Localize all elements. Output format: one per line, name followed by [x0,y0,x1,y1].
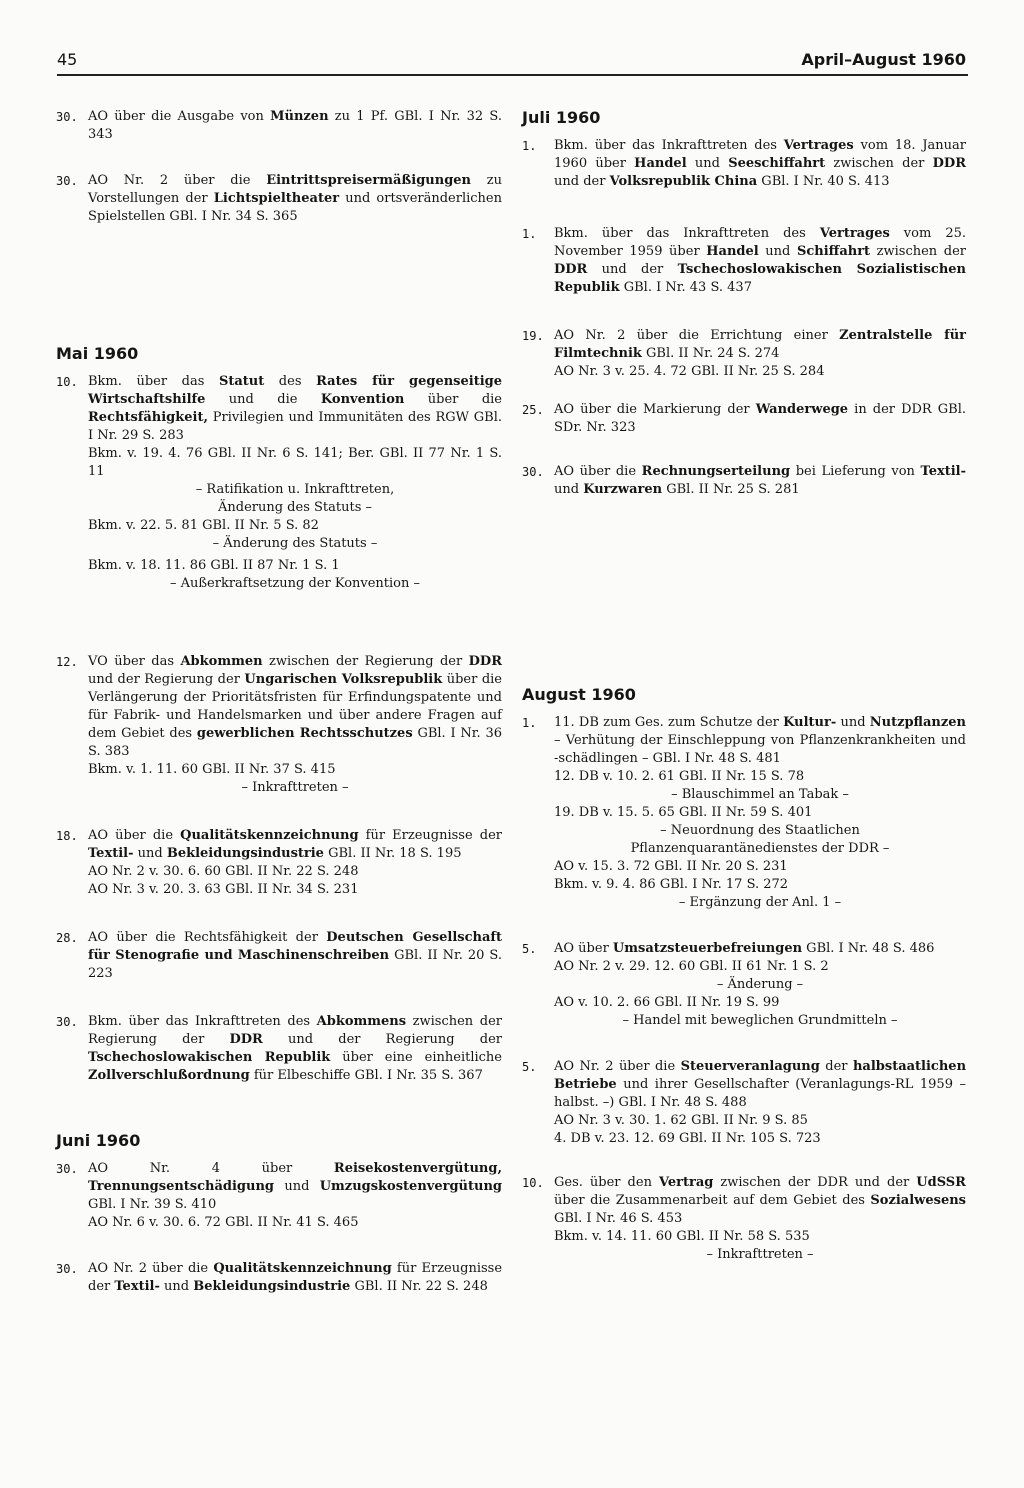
entry-text: GBl. I Nr. 40 S. 413 [757,174,890,189]
entry-keyword: DDR [468,654,502,669]
left-column [54,108,502,1296]
entry-text: zwischen der Regierung der [88,1014,502,1047]
entry-text: VO über das [88,654,181,669]
entry-text: und [686,156,729,171]
entry-keyword: UdSSR [916,1175,966,1190]
entry-text: GBl. II Nr. 20 S. 223 [88,948,502,981]
entry-keyword: Textil- [114,1279,160,1294]
entry-keyword: Tschechoslowakischen Sozialistischen Republik [554,262,966,295]
month-heading-juni: Juni 1960 [56,1131,141,1150]
header-date-range: April–August 1960 [801,50,966,69]
entry-keyword: Kultur- [783,715,837,730]
entry-day: 1. [522,139,537,153]
amendment-line: Bkm. v. 19. 4. 76 GBl. II Nr. 6 S. 141; Ber. GBl. II 77 Nr. 1 S. 11 [88,446,502,479]
entry-text: GBl. I Nr. 46 S. 453 [554,1211,683,1226]
entry-keyword: Statut [218,374,265,389]
entry-text: GBl. II Nr. 25 S. 281 [662,482,800,497]
entry-keyword: Umsatzsteuerbefreiungen [612,941,803,956]
entry-day: 28. [56,931,78,945]
entry-day: 30. [56,1262,78,1276]
entry-text: für Erzeugnisse der [358,828,502,843]
entry-text: für Erzeugnisse der [88,1261,503,1294]
entry-day: 30. [56,1162,78,1176]
entry-keyword: Umzugskostenvergütung [319,1179,502,1194]
entry-left-5 [54,827,502,899]
amendment-line: AO Nr. 3 v. 25. 4. 72 GBl. II Nr. 25 S. 284 [554,364,825,379]
entry-text: und der Regierung der [88,672,245,687]
entry-keyword: Volksrepublik China [609,174,758,189]
entry-keyword: Konvention [320,392,405,407]
entry-text: Privilegien und Immunitäten des RGW GBl. I Nr. 29 S. 283 [88,410,502,443]
entry-day: 30. [522,465,544,479]
entry-keyword: Seeschiffahrt [728,156,826,171]
entry-text: GBl. I Nr. 48 S. 486 [802,941,935,956]
amendment-line: AO v. 10. 2. 66 GBl. II Nr. 19 S. 99 [554,995,780,1010]
right-column [520,108,966,1264]
entry-left-6 [54,929,502,983]
entry-text: AO über die Markierung der [554,402,756,417]
amendment-line: 19. DB v. 15. 5. 65 GBl. II Nr. 59 S. 401 [554,805,813,820]
entry-text: und [836,715,870,730]
entry-text: in der DDR GBl. SDr. Nr. 323 [554,402,967,435]
entry-text: zu 1 Pf. GBl. I Nr. 32 S. 343 [88,109,502,142]
amendment-note: – Außerkraftsetzung der Konvention – [169,576,421,591]
entry-text: und der [554,174,610,189]
amendment-line: Bkm. v. 22. 5. 81 GBl. II Nr. 5 S. 82 [88,518,319,533]
entry-day: 1. [522,716,537,730]
entry-keyword: Zollverschlußordnung [88,1068,250,1083]
entry-text: AO über die [88,828,181,843]
entry-keyword: DDR [554,262,588,277]
amendment-line: 12. DB v. 10. 2. 61 GBl. II Nr. 15 S. 78 [554,769,805,784]
entry-keyword: Abkommen [180,654,263,669]
amendment-note: Pflanzenquarantänedienstes der DDR – [630,841,890,856]
entry-keyword: Handel [706,244,759,259]
entry-keyword: Vertrages [819,226,890,241]
amendment-line: AO Nr. 2 v. 30. 6. 60 GBl. II Nr. 22 S. 248 [88,864,359,879]
entry-keyword: Nutzpflanzen [869,715,966,730]
entry-day: 5. [522,942,537,956]
entry-keyword: Rechnungserteilung [641,464,791,479]
entry-right-1 [520,137,966,191]
entry-right-6 [520,714,966,912]
entry-keyword: Tschechoslowakischen Republik [88,1050,331,1065]
entry-text: zu Vorstellungen der [88,173,502,206]
amendment-note: – Ratifikation u. Inkrafttreten, [195,482,395,497]
entry-text: und der Regierung der [262,1032,502,1047]
entry-text: und ihrer Gesellschafter (Veranlagungs-RL 1959 – halbst. –) GBl. I Nr. 48 S. 488 [554,1077,966,1110]
entry-day: 30. [56,1015,78,1029]
amendment-note: – Inkrafttreten – [241,780,349,795]
entry-text: über eine einheitliche [330,1050,502,1065]
entry-keyword: Deutschen Gesellschaft für Stenografie und Maschinenschreiben [88,930,502,963]
entry-text: AO Nr. 4 über [88,1161,334,1176]
entry-day: 30. [56,110,78,124]
entry-keyword: Steuerveranlagung [680,1059,820,1074]
entry-text: und [554,482,584,497]
entry-right-8 [520,1058,966,1148]
entry-day: 25. [522,403,544,417]
entry-keyword: DDR [932,156,966,171]
entry-keyword: Vertrag [658,1175,714,1190]
entry-keyword: Qualitätskennzeichnung [213,1261,392,1276]
amendment-note: – Blauschimmel an Tabak – [671,787,849,802]
amendment-note: Änderung des Statuts – [217,500,372,515]
entry-text: des [264,374,317,389]
month-heading-juli: Juli 1960 [522,108,601,127]
entry-left-1 [54,108,502,144]
entry-text: AO über die Rechtsfähigkeit der [88,930,327,945]
month-heading-august: August 1960 [522,685,636,704]
entry-left-2 [54,172,502,226]
entry-right-4 [520,401,966,437]
entry-text: GBl. I Nr. 39 S. 410 [88,1197,217,1212]
entry-text: und der [587,262,678,277]
entry-text: Ges. über den [554,1175,659,1190]
entry-keyword: DDR [229,1032,263,1047]
amendment-note: – Ergänzung der Anl. 1 – [678,895,842,910]
entry-day: 19. [522,329,544,343]
entry-text: der [819,1059,853,1074]
entry-keyword: Münzen [270,109,329,124]
entry-text: – Verhütung der Einschleppung von Pflanzenkrankheiten und -schädlingen – GBl. I Nr. 48 S. 481 [554,733,966,766]
amendment-note: – Änderung des Statuts – [212,536,378,551]
entry-text: vom 18. Januar 1960 über [554,138,966,171]
entry-text: Bkm. über das [88,374,219,389]
amendment-line: AO Nr. 2 v. 29. 12. 60 GBl. II 61 Nr. 1 S. 2 [554,959,829,974]
entry-text: GBl. II Nr. 18 S. 195 [323,846,462,861]
entry-keyword: Vertrages [783,138,854,153]
entry-text: AO Nr. 2 über die [88,1261,214,1276]
entry-keyword: Ungarischen Volksrepublik [244,672,443,687]
entry-keyword: Textil- [920,464,967,479]
entry-keyword: halbstaatlichen Betriebe [554,1059,967,1092]
amendment-line: AO Nr. 3 v. 20. 3. 63 GBl. II Nr. 34 S. 231 [88,882,359,897]
amendment-line: Bkm. v. 14. 11. 60 GBl. II Nr. 58 S. 535 [554,1229,810,1244]
entry-text: Bkm. über das Inkrafttreten des [554,226,820,241]
entry-day: 18. [56,829,78,843]
entry-text: GBl. II Nr. 22 S. 248 [350,1279,488,1294]
month-heading-mai: Mai 1960 [56,344,139,363]
entry-left-9 [54,1260,502,1296]
entry-keyword: Abkommens [316,1014,407,1029]
entry-keyword: Schiffahrt [796,244,871,259]
entry-day: 10. [56,375,78,389]
header-rule [57,74,968,76]
amendment-note: – Neuordnung des Staatlichen [660,823,860,838]
entry-keyword: Sozialwesens [870,1193,966,1208]
amendment-line: AO v. 15. 3. 72 GBl. II Nr. 20 S. 231 [554,859,788,874]
entry-text: für Elbeschiffe GBl. I Nr. 35 S. 367 [249,1068,483,1083]
entry-left-7 [54,1013,502,1085]
amendment-line: 4. DB v. 23. 12. 69 GBl. II Nr. 105 S. 723 [554,1131,821,1146]
amendment-line: Bkm. v. 18. 11. 86 GBl. II 87 Nr. 1 S. 1 [88,558,340,573]
entry-keyword: Rechtsfähigkeit, [88,410,209,425]
entry-text: zwischen der [825,156,933,171]
entry-keyword: Zentralstelle für Filmtechnik [554,328,967,361]
page-number: 45 [57,50,78,69]
entry-left-3 [54,373,502,593]
entry-left-8 [54,1160,502,1232]
entry-day: 10. [522,1176,544,1190]
entry-text: zwischen der DDR und der [713,1175,917,1190]
entry-text: AO Nr. 2 über die [554,1059,681,1074]
entry-right-5 [520,463,966,499]
amendment-line: Bkm. v. 9. 4. 86 GBl. I Nr. 17 S. 272 [554,877,789,892]
entry-text: AO über die [554,464,642,479]
amendment-line: AO Nr. 3 v. 30. 1. 62 GBl. II Nr. 9 S. 85 [554,1113,808,1128]
entry-right-2 [520,225,966,297]
entry-keyword: Lichtspieltheater [213,191,340,206]
entry-text: zwischen der [870,244,966,259]
amendment-line: Bkm. v. 1. 11. 60 GBl. II Nr. 37 S. 415 [88,762,336,777]
entry-keyword: Handel [634,156,687,171]
entry-text: AO über die Ausgabe von [88,109,271,124]
entry-right-3 [520,327,966,381]
entry-text: über die [404,392,502,407]
entry-text: Bkm. über das Inkrafttreten des [88,1014,317,1029]
entry-text: zwischen der Regierung der [262,654,469,669]
entry-day: 1. [522,227,537,241]
entry-right-9 [520,1174,966,1264]
entry-text: 11. DB zum Ges. zum Schutze der [554,715,784,730]
entry-text: vom 25. November 1959 über [554,226,966,259]
entry-keyword: Kurzwaren [583,482,663,497]
entry-text: und [159,1279,194,1294]
entry-keyword: Rates für gegenseitige Wirtschaftshilfe [88,374,503,407]
entry-keyword: Textil- [88,846,134,861]
entry-keyword: Bekleidungsindustrie [193,1279,351,1294]
entry-text: und [758,244,797,259]
entry-text: und die [205,392,321,407]
entry-day: 30. [56,174,78,188]
entry-text: GBl. II Nr. 24 S. 274 [641,346,780,361]
entry-text: bei Lieferung von [790,464,921,479]
entry-left-4 [54,653,502,797]
amendment-note: – Handel mit beweglichen Grundmitteln – [622,1013,898,1028]
entry-text: AO Nr. 2 über die Errichtung einer [554,328,840,343]
amendment-note: – Inkrafttreten – [706,1247,814,1262]
entry-keyword: gewerblichen Rechtsschutzes [196,726,413,741]
entry-right-7 [520,940,966,1030]
entry-text: Bkm. über das Inkrafttreten des [554,138,784,153]
entry-text: und ortsveränderlichen Spielstellen GBl. I Nr. 34 S. 365 [88,191,502,224]
entry-keyword: Reisekostenvergütung, Trennungsentschädigung [88,1161,502,1194]
amendment-line: AO Nr. 6 v. 30. 6. 72 GBl. II Nr. 41 S. 465 [88,1215,359,1230]
entry-text: über die Verlängerung der Prioritätsfristen für Erfindungspatente und für Fabrik- und Handelsmarken und über andere Fragen auf dem Gebiet des [88,672,502,741]
entry-text: AO Nr. 2 über die [88,173,267,188]
entry-text: und [274,1179,320,1194]
entry-text: GBl. I Nr. 43 S. 437 [619,280,752,295]
entry-day: 5. [522,1060,537,1074]
entry-keyword: Eintrittspreisermäßigungen [266,173,472,188]
entry-day: 12. [56,655,78,669]
entry-text: GBl. I Nr. 36 S. 383 [88,726,502,759]
entry-keyword: Bekleidungsindustrie [166,846,324,861]
amendment-note: – Änderung – [716,977,804,992]
entry-text: AO über [554,941,613,956]
entry-text: über die Zusammenarbeit auf dem Gebiet des [554,1193,871,1208]
entry-text: und [133,846,167,861]
entry-keyword: Wanderwege [755,402,849,417]
entry-keyword: Qualitätskennzeichnung [180,828,359,843]
